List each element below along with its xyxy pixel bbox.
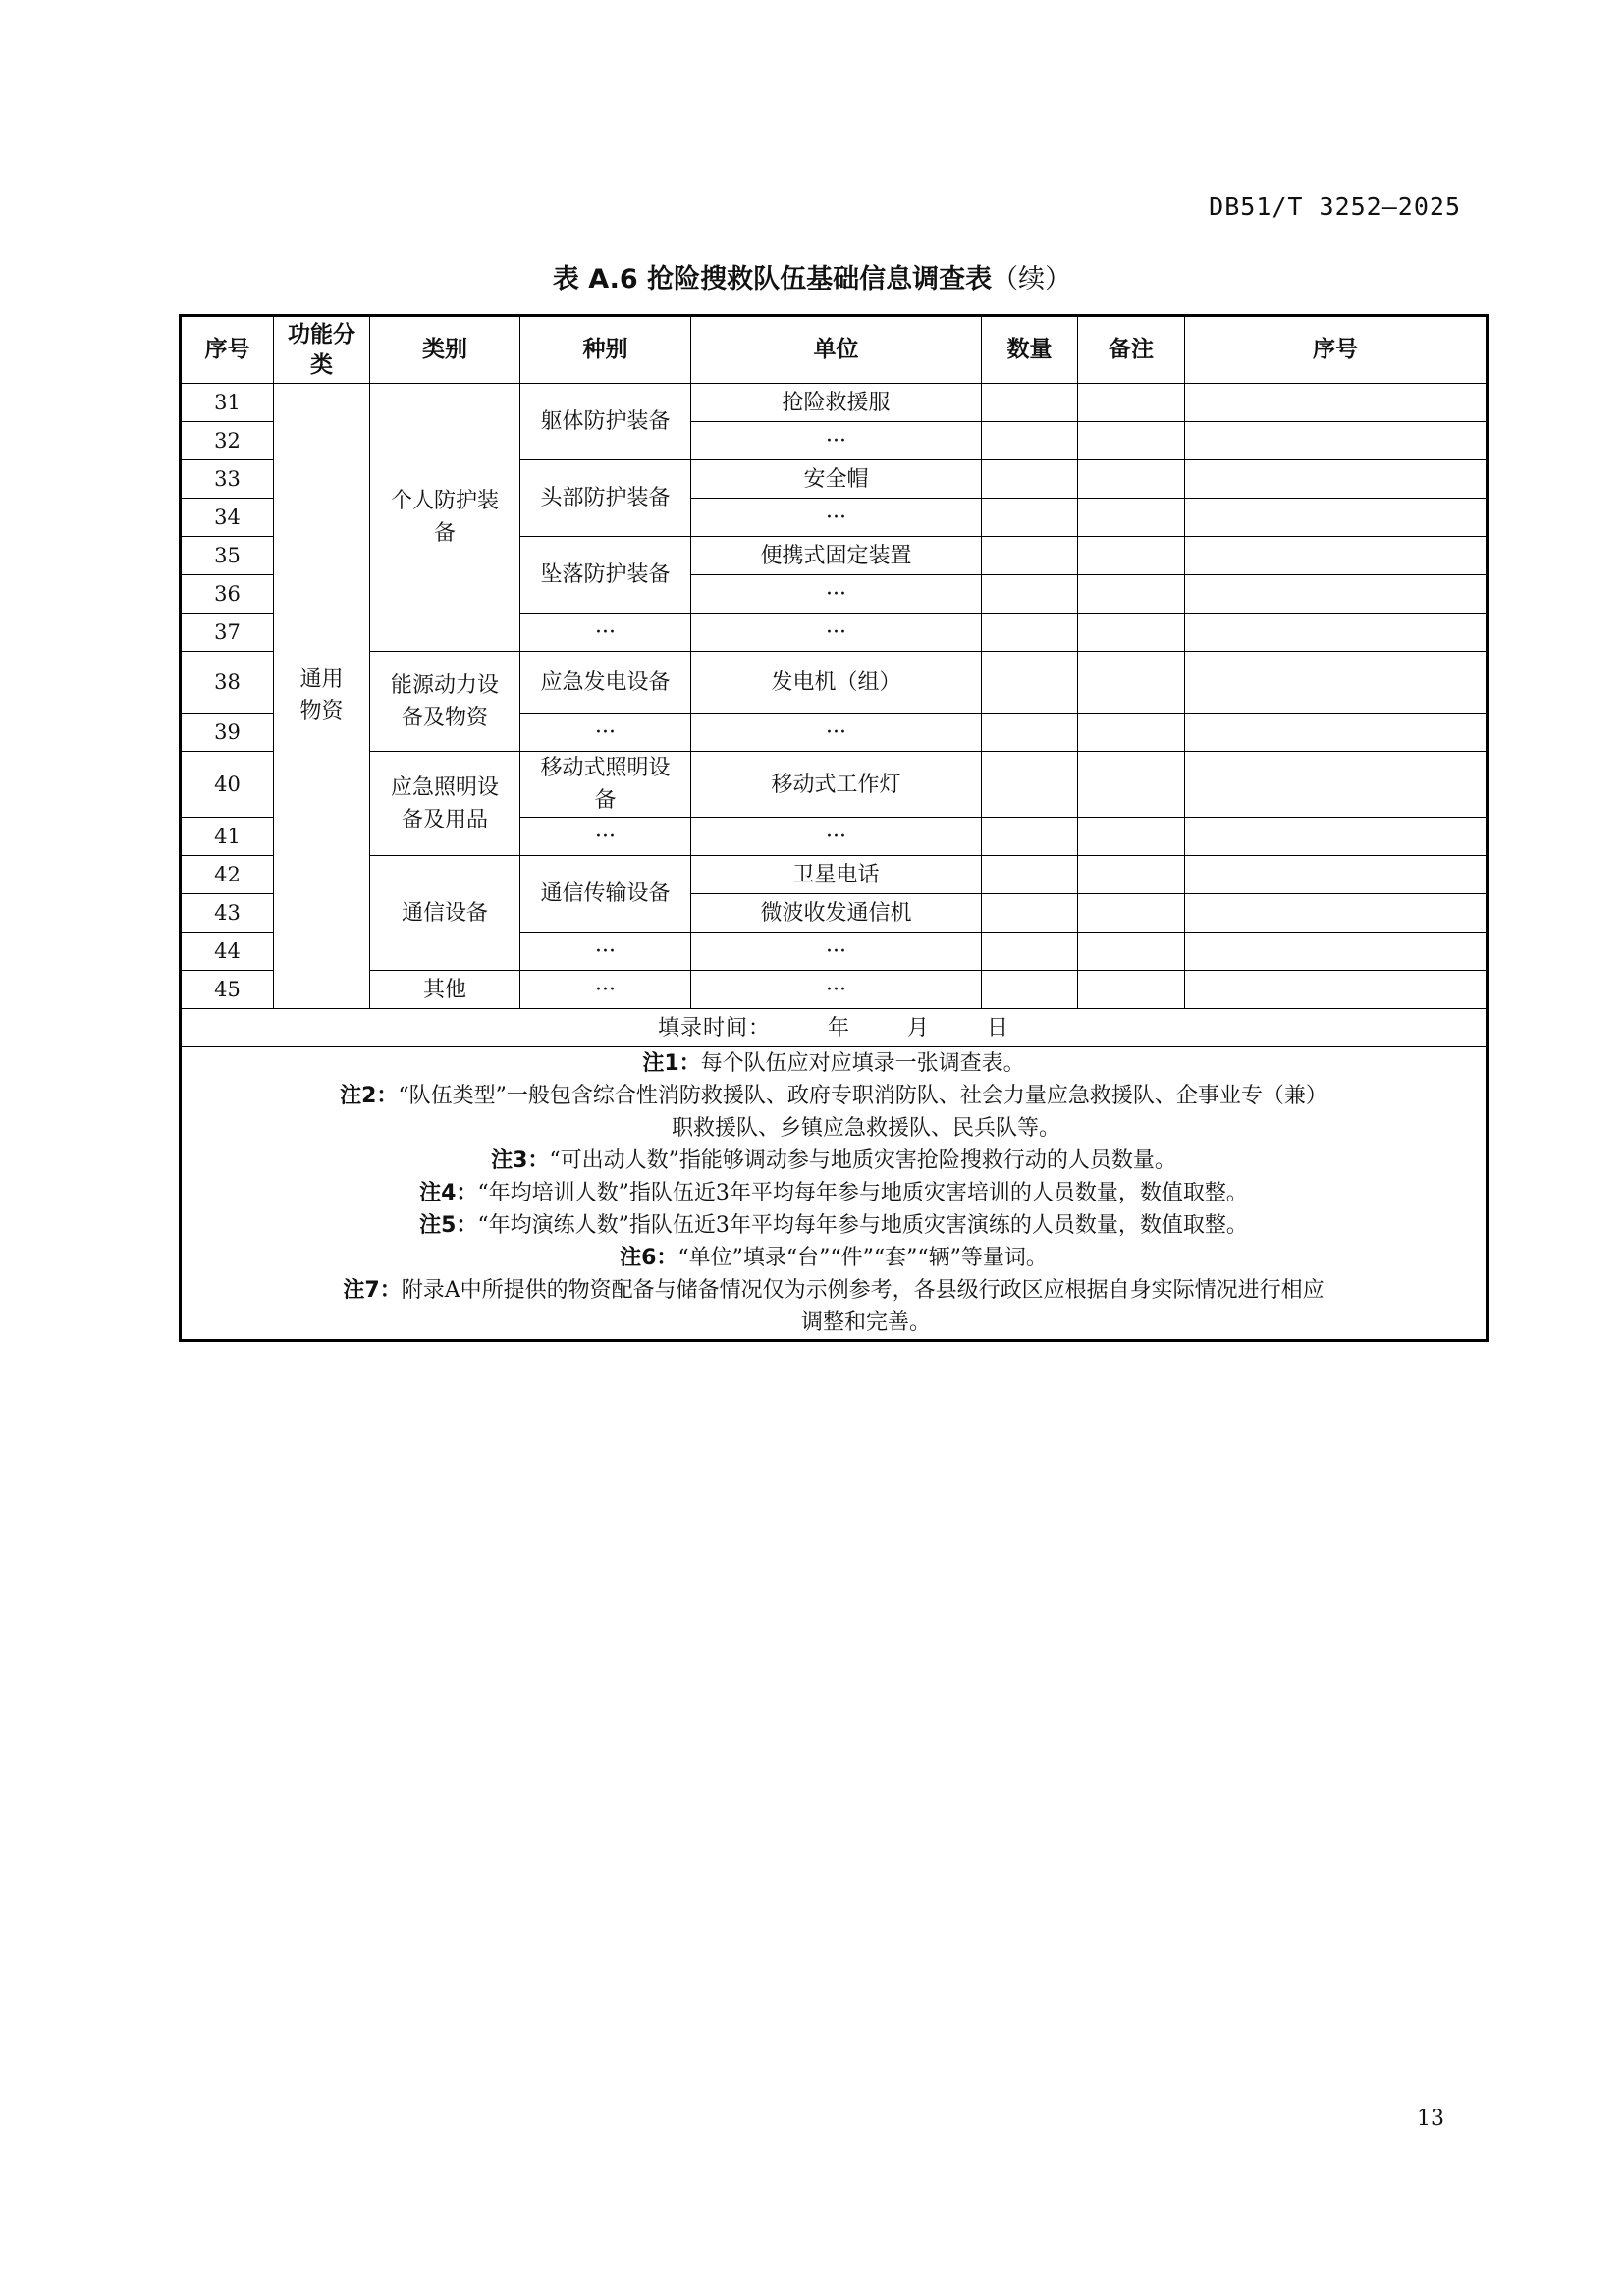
remark-cell[interactable] xyxy=(1078,575,1185,614)
note-text: “年均演练人数”指队伍近3年平均每年参与地质灾害演练的人员数量，数值取整。 xyxy=(477,1213,1248,1238)
quantity-cell[interactable] xyxy=(982,818,1078,856)
kind-cell: ··· xyxy=(520,714,691,752)
page-number: 13 xyxy=(1417,2107,1444,2131)
seq2-cell[interactable] xyxy=(1185,971,1488,1009)
seq-cell: 38 xyxy=(181,652,274,714)
seq-cell: 33 xyxy=(181,460,274,499)
quantity-cell[interactable] xyxy=(982,652,1078,714)
quantity-cell[interactable] xyxy=(982,422,1078,460)
seq2-cell[interactable] xyxy=(1185,818,1488,856)
note-item xyxy=(186,1274,1482,1339)
seq-cell: 40 xyxy=(181,752,274,818)
unit-cell: 移动式工作灯 xyxy=(691,752,982,818)
remark-cell[interactable] xyxy=(1078,499,1185,537)
note-text: 每个队伍应对应填录一张调查表。 xyxy=(700,1051,1025,1076)
quantity-cell[interactable] xyxy=(982,933,1078,971)
header-remark: 备注 xyxy=(1078,316,1185,384)
quantity-cell[interactable] xyxy=(982,499,1078,537)
seq-cell: 45 xyxy=(181,971,274,1009)
document-code: DB51/T 3252—2025 xyxy=(1209,192,1461,221)
remark-cell[interactable] xyxy=(1078,460,1185,499)
remark-cell[interactable] xyxy=(1078,752,1185,818)
table-header-row xyxy=(181,316,1488,384)
note-item xyxy=(186,1145,1482,1177)
category-cell: 个人防护装备 xyxy=(370,384,520,652)
table-title-continued: （续） xyxy=(992,264,1072,294)
kind-cell: 应急发电设备 xyxy=(520,652,691,714)
note-text: “队伍类型”一般包含综合性消防救援队、政府专职消防队、社会力量应急救援队、企事业专（兼） xyxy=(398,1084,1327,1108)
quantity-cell[interactable] xyxy=(982,894,1078,933)
seq2-cell[interactable] xyxy=(1185,422,1488,460)
kind-cell: ··· xyxy=(520,933,691,971)
seq-cell: 43 xyxy=(181,894,274,933)
unit-cell: 便携式固定装置 xyxy=(691,537,982,575)
remark-cell[interactable] xyxy=(1078,971,1185,1009)
seq2-cell[interactable] xyxy=(1185,652,1488,714)
unit-cell: 卫星电话 xyxy=(691,856,982,894)
quantity-cell[interactable] xyxy=(982,714,1078,752)
quantity-cell[interactable] xyxy=(982,752,1078,818)
kind-cell: 躯体防护装备 xyxy=(520,384,691,460)
category-cell: 应急照明设备及用品 xyxy=(370,752,520,856)
remark-cell[interactable] xyxy=(1078,714,1185,752)
category-cell: 其他 xyxy=(370,971,520,1009)
seq-cell: 39 xyxy=(181,714,274,752)
seq2-cell[interactable] xyxy=(1185,614,1488,652)
quantity-cell[interactable] xyxy=(982,971,1078,1009)
note-item xyxy=(186,1209,1482,1242)
unit-cell: ··· xyxy=(691,499,982,537)
header-seq: 序号 xyxy=(181,316,274,384)
unit-cell: ··· xyxy=(691,614,982,652)
seq2-cell[interactable] xyxy=(1185,752,1488,818)
seq2-cell[interactable] xyxy=(1185,384,1488,422)
fill-time-row xyxy=(181,1009,1488,1047)
survey-table xyxy=(179,314,1489,1342)
unit-cell: ··· xyxy=(691,818,982,856)
seq-cell: 44 xyxy=(181,933,274,971)
kind-cell: 移动式照明设备 xyxy=(520,752,691,818)
seq-cell: 37 xyxy=(181,614,274,652)
note-label: 注6： xyxy=(620,1246,678,1270)
seq2-cell[interactable] xyxy=(1185,714,1488,752)
unit-cell: 发电机（组） xyxy=(691,652,982,714)
kind-cell: 通信传输设备 xyxy=(520,856,691,933)
table-title-main: 表 A.6 抢险搜救队伍基础信息调查表 xyxy=(552,264,993,294)
table-row xyxy=(181,752,1488,818)
header-function-class: 功能分类 xyxy=(274,316,370,384)
note-text: “可出动人数”指能够调动参与地质灾害抢险搜救行动的人员数量。 xyxy=(549,1148,1176,1173)
seq-cell: 41 xyxy=(181,818,274,856)
unit-cell: 安全帽 xyxy=(691,460,982,499)
kind-cell: 坠落防护装备 xyxy=(520,537,691,614)
seq2-cell[interactable] xyxy=(1185,460,1488,499)
seq-cell: 42 xyxy=(181,856,274,894)
seq-cell: 31 xyxy=(181,384,274,422)
quantity-cell[interactable] xyxy=(982,384,1078,422)
header-category: 类别 xyxy=(370,316,520,384)
unit-cell: ··· xyxy=(691,714,982,752)
remark-cell[interactable] xyxy=(1078,933,1185,971)
unit-cell: 微波收发通信机 xyxy=(691,894,982,933)
note-item xyxy=(186,1080,1482,1145)
unit-cell: ··· xyxy=(691,422,982,460)
fill-time-cell[interactable] xyxy=(181,1009,1488,1047)
remark-cell[interactable] xyxy=(1078,894,1185,933)
note-text: “年均培训人数”指队伍近3年平均每年参与地质灾害培训的人员数量，数值取整。 xyxy=(477,1181,1248,1205)
remark-cell[interactable] xyxy=(1078,384,1185,422)
note-text-cont: 调整和完善。 xyxy=(800,1310,931,1335)
seq-cell: 36 xyxy=(181,575,274,614)
table-row xyxy=(181,652,1488,714)
fill-time-year: 年 xyxy=(827,1015,850,1041)
header-quantity: 数量 xyxy=(982,316,1078,384)
seq-cell: 32 xyxy=(181,422,274,460)
note-label: 注4： xyxy=(419,1181,478,1205)
header-seq-2: 序号 xyxy=(1185,316,1488,384)
fill-time-label: 填录时间： xyxy=(657,1015,771,1041)
note-item xyxy=(186,1177,1482,1209)
remark-cell[interactable] xyxy=(1078,818,1185,856)
quantity-cell[interactable] xyxy=(982,614,1078,652)
unit-cell: ··· xyxy=(691,933,982,971)
seq2-cell[interactable] xyxy=(1185,575,1488,614)
quantity-cell[interactable] xyxy=(982,460,1078,499)
category-cell: 通信设备 xyxy=(370,856,520,971)
quantity-cell[interactable] xyxy=(982,537,1078,575)
remark-cell[interactable] xyxy=(1078,422,1185,460)
seq2-cell[interactable] xyxy=(1185,499,1488,537)
kind-cell: ··· xyxy=(520,614,691,652)
remark-cell[interactable] xyxy=(1078,652,1185,714)
remark-cell[interactable] xyxy=(1078,856,1185,894)
note-text: “单位”填录“台”“件”“套”“辆”等量词。 xyxy=(677,1246,1048,1270)
notes-row xyxy=(181,1047,1488,1341)
header-unit: 单位 xyxy=(691,316,982,384)
kind-cell: ··· xyxy=(520,818,691,856)
kind-cell: ··· xyxy=(520,971,691,1009)
seq2-cell[interactable] xyxy=(1185,933,1488,971)
header-kind: 种别 xyxy=(520,316,691,384)
table-row xyxy=(181,971,1488,1009)
kind-cell: 头部防护装备 xyxy=(520,460,691,537)
fill-time-day: 日 xyxy=(987,1015,1010,1041)
note-label: 注2： xyxy=(340,1084,399,1108)
unit-cell: ··· xyxy=(691,971,982,1009)
notes-cell xyxy=(181,1047,1488,1341)
note-item xyxy=(186,1242,1482,1274)
seq-cell: 34 xyxy=(181,499,274,537)
remark-cell[interactable] xyxy=(1078,614,1185,652)
note-text: 附录A中所提供的物资配备与储备情况仅为示例参考，各县级行政区应根据自身实际情况进行相应 xyxy=(401,1278,1325,1303)
note-item xyxy=(186,1047,1482,1080)
seq2-cell[interactable] xyxy=(1185,537,1488,575)
note-label: 注7： xyxy=(343,1278,402,1303)
note-label: 注1： xyxy=(642,1051,701,1076)
unit-cell: ··· xyxy=(691,575,982,614)
note-label: 注5： xyxy=(419,1213,478,1238)
quantity-cell[interactable] xyxy=(982,856,1078,894)
table-row xyxy=(181,384,1488,422)
table-title xyxy=(0,257,1624,295)
quantity-cell[interactable] xyxy=(982,575,1078,614)
remark-cell[interactable] xyxy=(1078,537,1185,575)
category-cell: 能源动力设备及物资 xyxy=(370,652,520,752)
note-text-cont: 职救援队、乡镇应急救援队、民兵队等。 xyxy=(671,1116,1060,1141)
unit-cell: 抢险救援服 xyxy=(691,384,982,422)
function-class-cell: 通用物资 xyxy=(274,384,370,1009)
seq2-cell[interactable] xyxy=(1185,856,1488,894)
table-row xyxy=(181,856,1488,894)
seq-cell: 35 xyxy=(181,537,274,575)
fill-time-month: 月 xyxy=(907,1015,931,1041)
note-label: 注3： xyxy=(491,1148,550,1173)
seq2-cell[interactable] xyxy=(1185,894,1488,933)
